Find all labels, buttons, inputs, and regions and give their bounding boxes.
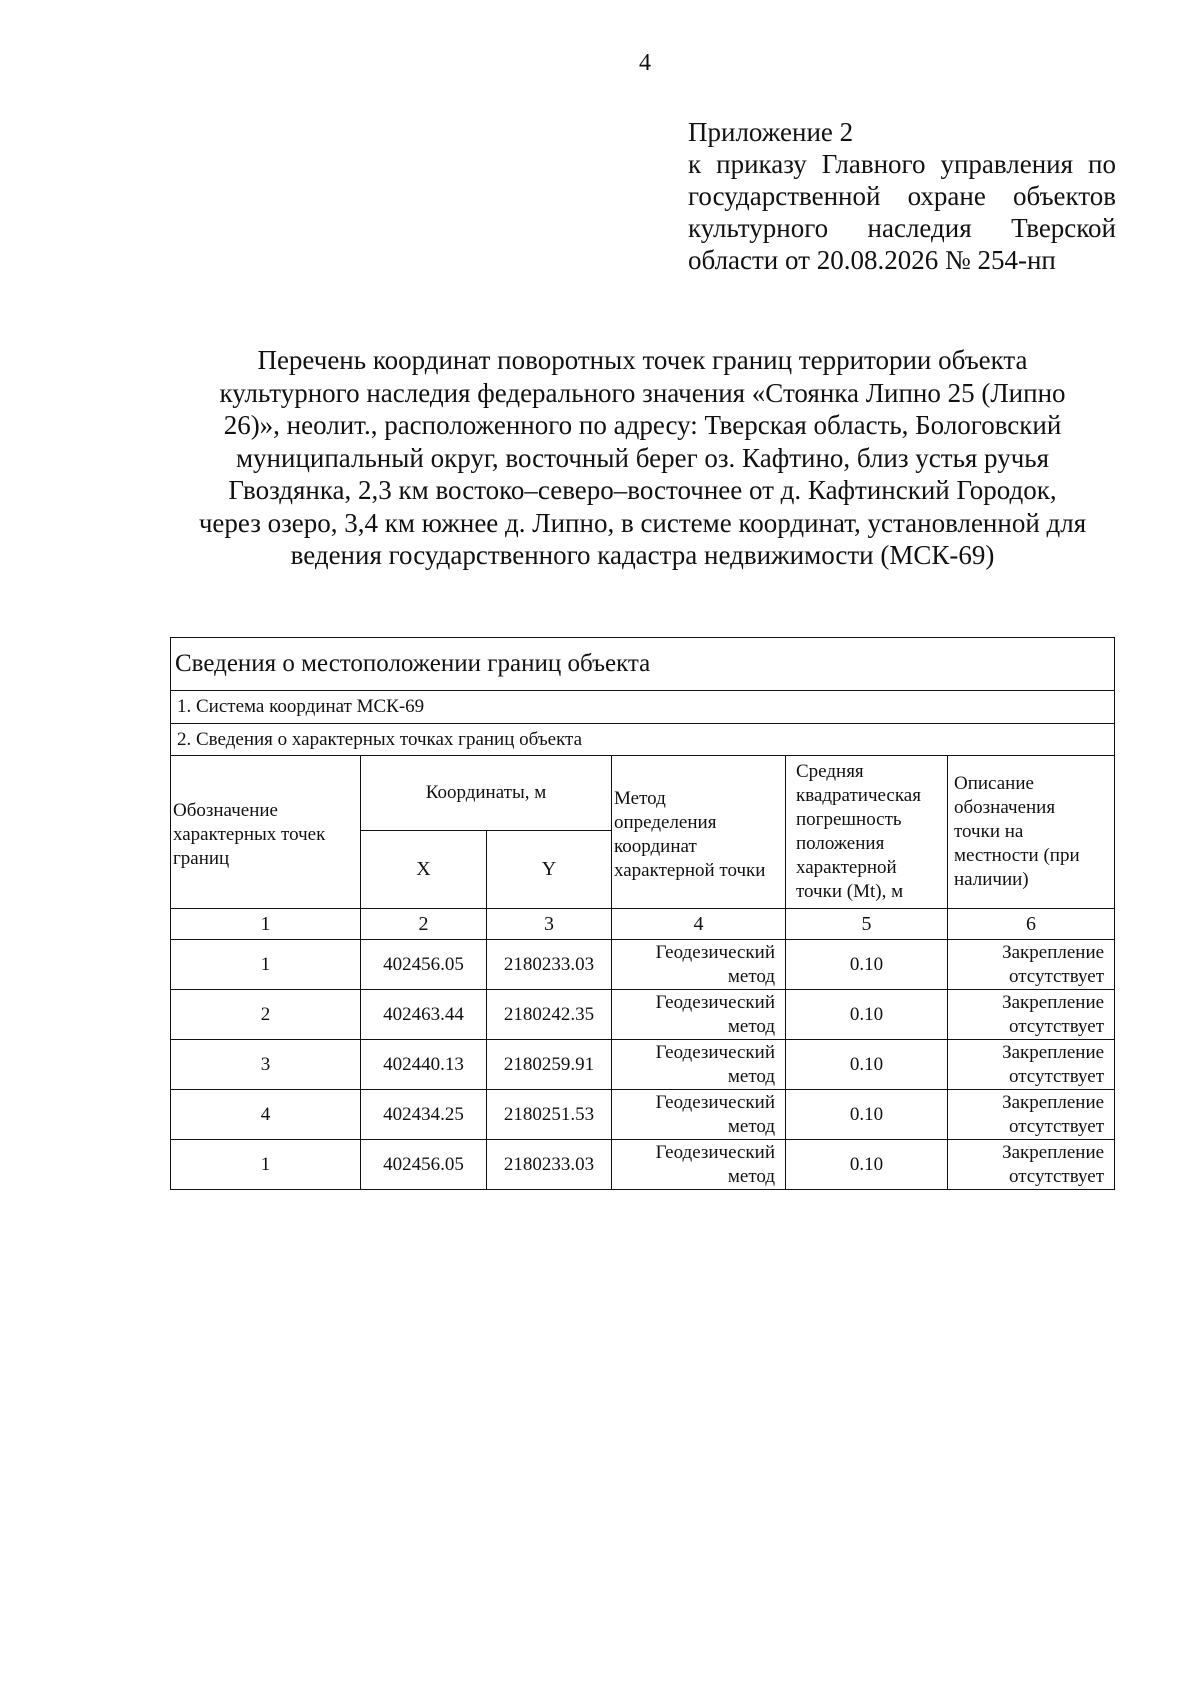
x-cell: 402463.44 bbox=[361, 990, 487, 1040]
cell-text: Геодезический bbox=[655, 991, 775, 1013]
table-row bbox=[171, 1040, 1115, 1090]
points-heading-row: 2. Сведения о характерных точках границ объекта bbox=[171, 724, 1115, 756]
cell-text: Закрепление bbox=[1002, 941, 1105, 963]
header-error bbox=[786, 756, 948, 909]
method-cell bbox=[612, 1040, 786, 1090]
method-cell bbox=[612, 940, 786, 990]
coordinate-system-row: 1. Система координат МСК-69 bbox=[171, 691, 1115, 724]
header-text: определения bbox=[614, 812, 717, 833]
cell-text: метод bbox=[727, 1115, 775, 1137]
cell-text: Геодезический bbox=[655, 1141, 775, 1163]
column-number: 5 bbox=[786, 909, 948, 940]
cell-text: Геодезический bbox=[655, 1041, 775, 1063]
appendix-line: Приложение 2 bbox=[688, 117, 854, 147]
cell-text: метод bbox=[727, 1015, 775, 1037]
header-text: границ bbox=[173, 848, 230, 869]
cell-text: Геодезический bbox=[655, 941, 775, 963]
x-cell: 402456.05 bbox=[361, 940, 487, 990]
table-row bbox=[171, 940, 1115, 990]
column-number: 2 bbox=[361, 909, 487, 940]
page-number: 4 bbox=[639, 50, 651, 76]
header-text: координат bbox=[614, 836, 697, 857]
title-line: 26)», неолит., расположенного по адресу: Тверская область, Бологовский bbox=[223, 410, 1062, 440]
method-cell bbox=[612, 1090, 786, 1140]
header-text: точки на bbox=[954, 821, 1024, 842]
header-designation bbox=[171, 756, 361, 909]
cell-text: отсутствует bbox=[1009, 1065, 1105, 1087]
header-text: квадратическая bbox=[796, 785, 921, 806]
header-text: обозначения bbox=[954, 797, 1056, 818]
y-cell: 2180233.03 bbox=[487, 1140, 612, 1190]
description-cell bbox=[948, 940, 1115, 990]
mt-cell: 0.10 bbox=[786, 1040, 948, 1090]
cell-text: отсутствует bbox=[1009, 965, 1105, 987]
cell-text: Геодезический bbox=[655, 1091, 775, 1113]
title-line: культурного наследия федерального значения «Стоянка Липно 25 (Липно bbox=[219, 377, 1066, 408]
description-cell bbox=[948, 1090, 1115, 1140]
column-number: 1 bbox=[171, 909, 361, 940]
header-text: Метод bbox=[614, 788, 666, 809]
header-description bbox=[948, 756, 1115, 909]
column-number: 3 bbox=[487, 909, 612, 940]
cell-text: отсутствует bbox=[1009, 1165, 1105, 1187]
description-cell bbox=[948, 1040, 1115, 1090]
cell-text: метод bbox=[727, 1065, 775, 1087]
title-line: ведения государственного кадастра недвижимости (МСК-69) bbox=[290, 540, 995, 570]
table-row bbox=[171, 1140, 1115, 1190]
title-line: Гвоздянка, 2,3 км востоко–северо–восточнее от д. Кафтинский Городок, bbox=[228, 475, 1057, 505]
y-cell: 2180259.91 bbox=[487, 1040, 612, 1090]
header-text: характерной точки bbox=[614, 860, 766, 881]
header-text: Описание bbox=[954, 773, 1034, 794]
header-text: наличии) bbox=[954, 869, 1029, 890]
point-cell: 2 bbox=[171, 990, 361, 1040]
appendix-line: к приказу Главного управления по bbox=[688, 149, 1116, 179]
mt-cell: 0.10 bbox=[786, 1140, 948, 1190]
cell-text: отсутствует bbox=[1009, 1015, 1105, 1037]
document-title bbox=[170, 344, 1115, 572]
mt-cell: 0.10 bbox=[786, 940, 948, 990]
x-cell: 402456.05 bbox=[361, 1140, 487, 1190]
point-cell: 1 bbox=[171, 1140, 361, 1190]
header-method bbox=[612, 756, 786, 909]
cell-text: Закрепление bbox=[1002, 1041, 1105, 1063]
header-text: характерных точек bbox=[173, 824, 326, 845]
table-row bbox=[171, 990, 1115, 1040]
appendix-line: культурного наследия Тверской bbox=[688, 213, 1116, 243]
cell-text: метод bbox=[727, 965, 775, 987]
cell-text: Закрепление bbox=[1002, 1091, 1105, 1113]
point-cell: 1 bbox=[171, 940, 361, 990]
header-y: Y bbox=[487, 831, 612, 909]
header-text: характерной bbox=[796, 857, 897, 878]
point-cell: 4 bbox=[171, 1090, 361, 1140]
boundary-coordinates-table bbox=[170, 637, 1115, 1190]
appendix-line: государственной охране объектов bbox=[688, 181, 1116, 211]
title-line: через озеро, 3,4 км южнее д. Липно, в системе координат, установленной для bbox=[198, 507, 1087, 538]
header-text: погрешность bbox=[796, 809, 902, 830]
method-cell bbox=[612, 990, 786, 1040]
header-text: местности (при bbox=[954, 845, 1080, 866]
header-coordinates: Координаты, м bbox=[361, 756, 612, 831]
description-cell bbox=[948, 1140, 1115, 1190]
header-text: Средняя bbox=[796, 761, 864, 782]
header-x: X bbox=[361, 831, 487, 909]
x-cell: 402440.13 bbox=[361, 1040, 487, 1090]
method-cell bbox=[612, 1140, 786, 1190]
cell-text: отсутствует bbox=[1009, 1115, 1105, 1137]
mt-cell: 0.10 bbox=[786, 1090, 948, 1140]
header-text: точки (Mt), м bbox=[796, 881, 904, 902]
cell-text: метод bbox=[727, 1165, 775, 1187]
table-heading: Сведения о местоположении границ объекта bbox=[171, 638, 1115, 691]
appendix-line: области от 20.08.2026 № 254-нп bbox=[688, 245, 1056, 275]
column-number: 4 bbox=[612, 909, 786, 940]
title-line: Перечень координат поворотных точек границ территории объекта bbox=[257, 345, 1028, 375]
y-cell: 2180233.03 bbox=[487, 940, 612, 990]
column-number: 6 bbox=[948, 909, 1115, 940]
x-cell: 402434.25 bbox=[361, 1090, 487, 1140]
table-row bbox=[171, 1090, 1115, 1140]
point-cell: 3 bbox=[171, 1040, 361, 1090]
cell-text: Закрепление bbox=[1002, 1141, 1105, 1163]
header-text: положения bbox=[796, 833, 885, 854]
mt-cell: 0.10 bbox=[786, 990, 948, 1040]
y-cell: 2180251.53 bbox=[487, 1090, 612, 1140]
y-cell: 2180242.35 bbox=[487, 990, 612, 1040]
appendix-block bbox=[688, 116, 1116, 276]
description-cell bbox=[948, 990, 1115, 1040]
header-text: Обозначение bbox=[173, 800, 278, 821]
title-line: муниципальный округ, восточный берег оз. Кафтино, близ устья ручья bbox=[235, 442, 1050, 473]
cell-text: Закрепление bbox=[1002, 991, 1105, 1013]
